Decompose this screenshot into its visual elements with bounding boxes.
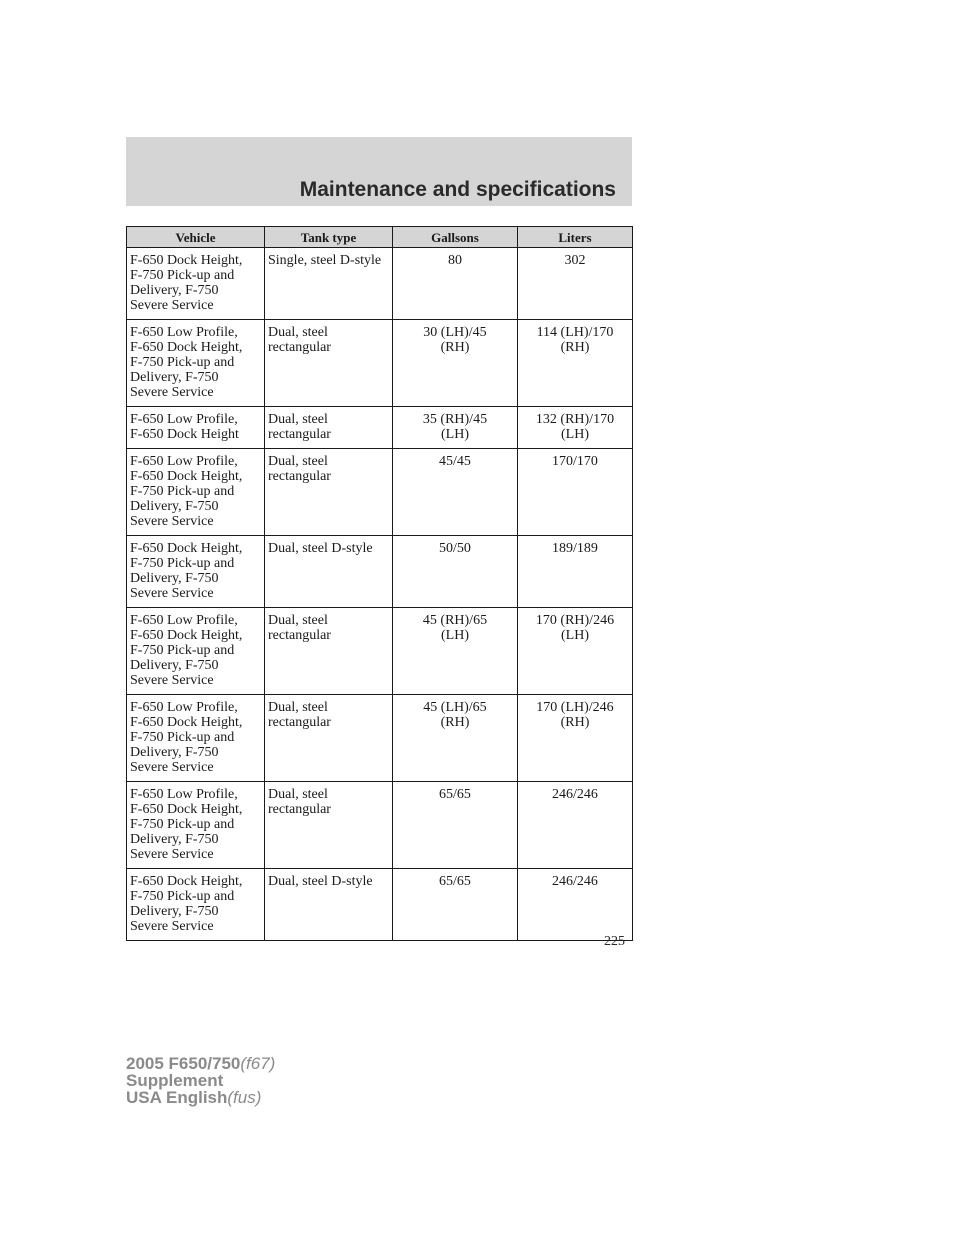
footer-edition: Supplement bbox=[126, 1071, 224, 1090]
footer-language-code: (fus) bbox=[227, 1088, 262, 1107]
cell-tank-type: Dual, steel rectangular bbox=[265, 608, 393, 695]
cell-gallons: 45/45 bbox=[393, 449, 518, 536]
table-row bbox=[127, 536, 633, 608]
cell-gallons: 65/65 bbox=[393, 782, 518, 869]
cell-gallons: 50/50 bbox=[393, 536, 518, 608]
cell-tank-type: Dual, steel D-style bbox=[265, 536, 393, 608]
section-title: Maintenance and specifications bbox=[299, 178, 616, 201]
column-header-tank-type: Tank type bbox=[265, 227, 393, 248]
cell-gallons: 35 (RH)/45 (LH) bbox=[393, 407, 518, 449]
cell-liters: 114 (LH)/170 (RH) bbox=[518, 320, 633, 407]
page-number: 225 bbox=[604, 934, 625, 949]
cell-liters: 170 (LH)/246 (RH) bbox=[518, 695, 633, 782]
cell-vehicle: F-650 Low Profile, F-650 Dock Height bbox=[127, 407, 265, 449]
footer-edition-line bbox=[126, 1072, 275, 1089]
cell-tank-type: Dual, steel rectangular bbox=[265, 407, 393, 449]
cell-gallons: 30 (LH)/45 (RH) bbox=[393, 320, 518, 407]
table-row bbox=[127, 782, 633, 869]
cell-liters: 170/170 bbox=[518, 449, 633, 536]
cell-tank-type: Dual, steel rectangular bbox=[265, 449, 393, 536]
cell-liters: 246/246 bbox=[518, 782, 633, 869]
cell-liters: 189/189 bbox=[518, 536, 633, 608]
cell-liters: 170 (RH)/246 (LH) bbox=[518, 608, 633, 695]
column-header-vehicle: Vehicle bbox=[127, 227, 265, 248]
footer-model-line bbox=[126, 1055, 275, 1072]
footer-model: 2005 F650/750 bbox=[126, 1054, 241, 1073]
table-row bbox=[127, 695, 633, 782]
cell-gallons: 65/65 bbox=[393, 869, 518, 941]
cell-tank-type: Dual, steel D-style bbox=[265, 869, 393, 941]
cell-vehicle: F-650 Dock Height, F-750 Pick-up and Delivery, F-750 Severe Service bbox=[127, 248, 265, 320]
table-row bbox=[127, 869, 633, 941]
cell-vehicle: F-650 Low Profile, F-650 Dock Height, F-750 Pick-up and Delivery, F-750 Severe Service bbox=[127, 320, 265, 407]
column-header-gallons: Gallsons bbox=[393, 227, 518, 248]
cell-vehicle: F-650 Low Profile, F-650 Dock Height, F-750 Pick-up and Delivery, F-750 Severe Service bbox=[127, 449, 265, 536]
cell-liters: 246/246 bbox=[518, 869, 633, 941]
table-row bbox=[127, 248, 633, 320]
column-header-liters: Liters bbox=[518, 227, 633, 248]
cell-liters: 132 (RH)/170 (LH) bbox=[518, 407, 633, 449]
cell-vehicle: F-650 Low Profile, F-650 Dock Height, F-750 Pick-up and Delivery, F-750 Severe Service bbox=[127, 695, 265, 782]
cell-gallons: 80 bbox=[393, 248, 518, 320]
cell-vehicle: F-650 Dock Height, F-750 Pick-up and Delivery, F-750 Severe Service bbox=[127, 869, 265, 941]
cell-tank-type: Single, steel D-style bbox=[265, 248, 393, 320]
cell-tank-type: Dual, steel rectangular bbox=[265, 320, 393, 407]
cell-liters: 302 bbox=[518, 248, 633, 320]
cell-gallons: 45 (LH)/65 (RH) bbox=[393, 695, 518, 782]
footer-language: USA English bbox=[126, 1088, 228, 1107]
fuel-tank-spec-table bbox=[126, 226, 633, 941]
document-footer bbox=[126, 1055, 275, 1106]
table-row bbox=[127, 608, 633, 695]
cell-vehicle: F-650 Low Profile, F-650 Dock Height, F-750 Pick-up and Delivery, F-750 Severe Service bbox=[127, 782, 265, 869]
footer-language-line bbox=[126, 1089, 275, 1106]
cell-tank-type: Dual, steel rectangular bbox=[265, 695, 393, 782]
table-header-row bbox=[127, 227, 633, 248]
cell-gallons: 45 (RH)/65 (LH) bbox=[393, 608, 518, 695]
table-row bbox=[127, 407, 633, 449]
cell-vehicle: F-650 Dock Height, F-750 Pick-up and Delivery, F-750 Severe Service bbox=[127, 536, 265, 608]
table-row bbox=[127, 449, 633, 536]
section-header-band bbox=[126, 137, 632, 206]
table-row bbox=[127, 320, 633, 407]
footer-model-code: (f67) bbox=[240, 1054, 276, 1073]
cell-vehicle: F-650 Low Profile, F-650 Dock Height, F-750 Pick-up and Delivery, F-750 Severe Service bbox=[127, 608, 265, 695]
cell-tank-type: Dual, steel rectangular bbox=[265, 782, 393, 869]
